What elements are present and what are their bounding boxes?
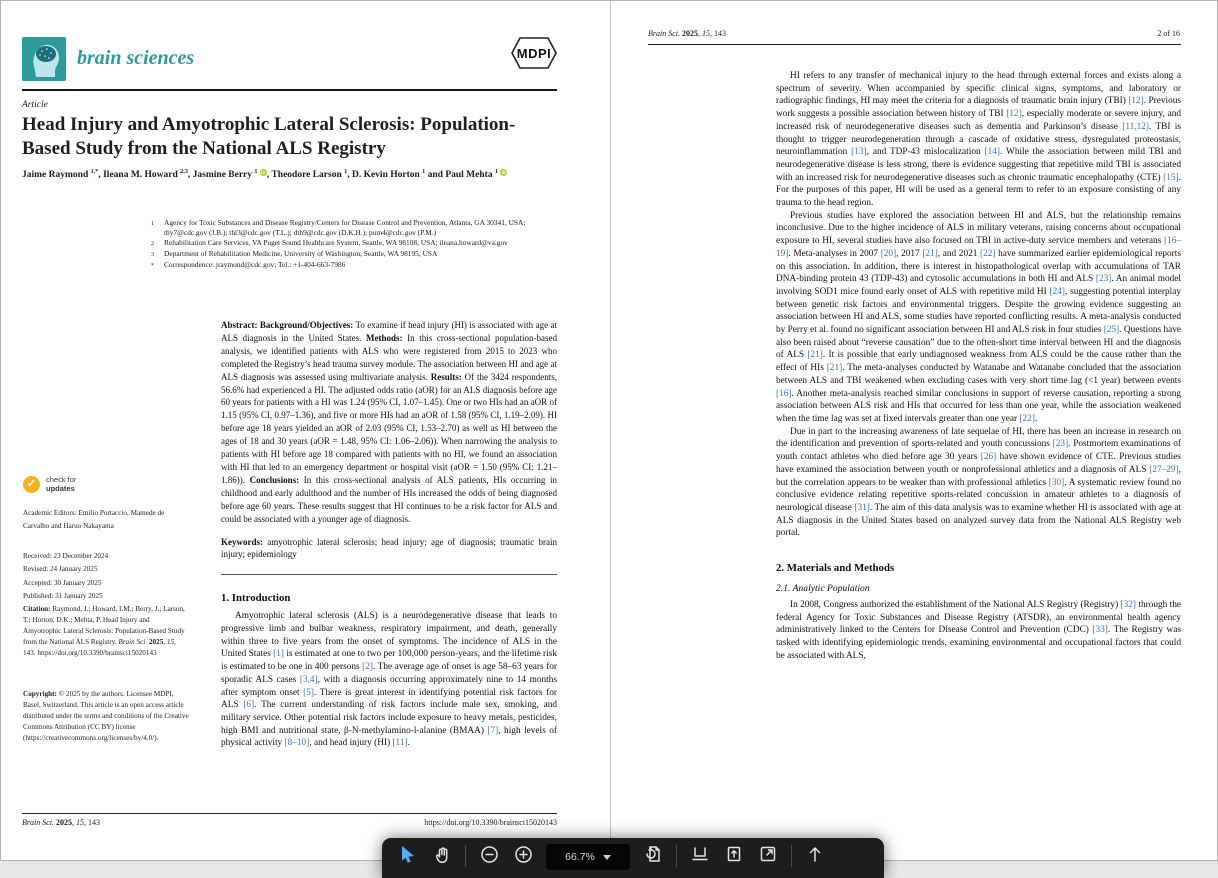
citation-ref[interactable]: [5]	[303, 687, 315, 698]
page1-main-column	[221, 319, 557, 759]
check-for-updates-label: check for updates	[46, 475, 77, 493]
citation-ref[interactable]: [12]	[1006, 109, 1022, 120]
citation-ref[interactable]: [23]	[1095, 274, 1112, 285]
subsection-heading-analytic-population: 2.1. Analytic Population	[776, 583, 870, 595]
running-head-journal: Brain Sci. 2025, 15, 143	[648, 29, 726, 38]
accepted-date: Accepted: 30 January 2025	[23, 578, 102, 587]
body-paragraph: Previous studies have explored the association between HI and ALS, but the relationship remains inconclusive. Due to the higher incidence of ALS in military veterans, raising concerns about occupational exposure to HI, several studies have also focused on TBI in active-duty service members and veterans [16–19]. Meta-analyses in 2007 [20], 2017 [21], and 2021 [22] have summarized earlier epidemiological reports on this association. In addition, there is interest in histopathological overlap with accumulations of TAR DNA-binding protein 43 (TDP-43) and cytosolic accumulations in both HI and ALS [23]. An animal model involving SOD1 mice found early onset of ALS with repetitive mild HI [24], suggesting potential interplay between genetic risk factors and environmental triggers. Despite the growing evidence suggesting an association between HI and ALS, some studies have reported conflicting results. A meta-analysis conducted by Perry et al. found no significant association between HI and ALS risk in four studies [25]. Questions have also been raised about “reverse causation” due to the often-short time interval between HI and the diagnosis of ALS [21]. It is possible that early undiagnosed weakness from ALS could be the cause rather than the effect of HIs [21]. The meta-analyses conducted by Watanabe and Watanabe concluded that the association between ALS and TBI weakened when excluding cases with very short time lag (<1 year) between events [16]. Another meta-analysis reached similar conclusions in support of reverse causation, reporting a strong association between ALS risk and HIs that occurred for less than one year, while the association weakened when the time lag was set at fixed intervals greater than one year [22].	[776, 210, 1181, 424]
citation-ref[interactable]: [2]	[362, 662, 374, 673]
page-number: 2 of 16	[1157, 29, 1180, 38]
citation-ref[interactable]: [11]	[392, 738, 408, 749]
select-tool-button[interactable]	[397, 845, 419, 865]
citation-ref[interactable]: [11,12]	[1122, 121, 1149, 132]
paper-title: Head Injury and Amyotrophic Lateral Sclerosis: Population-Based Study from the National ALS Registry	[22, 114, 516, 159]
toolbar-divider	[791, 845, 792, 867]
section-heading-introduction: 1. Introduction	[221, 592, 291, 605]
citation-ref[interactable]: [14]	[984, 147, 1001, 158]
open-in-new-window-button[interactable]	[757, 845, 779, 865]
orcid-icon: iD	[261, 170, 266, 175]
published-date: Published: 31 January 2025	[23, 591, 103, 600]
citation-ref[interactable]: [26]	[980, 452, 997, 463]
hand-tool-button[interactable]	[431, 845, 453, 865]
check-for-updates-badge[interactable]	[23, 476, 76, 493]
citation-ref[interactable]: [16–19]	[776, 236, 1181, 259]
chevron-down-icon	[603, 855, 611, 860]
citation-block: Citation: Raymond, J.; Howard, I.M.; Berry, J.; Larson, T.; Horton, D.K.; Mehta, P. Head Injury and Amyotrophic Lateral Sclerosis: Population-Based Study from the National ALS Registry. Brain Sci. 2025, 15, 143. https://doi.org/10.3390/brainsci15020143	[23, 605, 185, 657]
affiliations-block	[151, 218, 561, 271]
citation-ref[interactable]: [12]	[1128, 96, 1144, 107]
citation-ref[interactable]: [6]	[243, 700, 255, 711]
scroll-to-top-button[interactable]	[804, 845, 826, 865]
check-icon: ✓	[23, 476, 40, 493]
copyright-block: Copyright: © 2025 by the authors. Licensee MDPI, Basel, Switzerland. This article is an open access article distributed under the terms and conditions of the Creative Commons Attribution (CC BY) license (https://creativecommons.org/licenses/by/4.0/).	[23, 690, 189, 742]
section-heading-materials-methods: 2. Materials and Methods	[776, 562, 895, 575]
page-2	[611, 1, 1217, 860]
citation-ref[interactable]: [33]	[1092, 625, 1108, 636]
citation-ref[interactable]: [32]	[1120, 600, 1137, 611]
zoom-level-value: 66.7%	[565, 851, 595, 863]
citation-ref[interactable]: [22]	[980, 248, 996, 259]
keywords-rule	[221, 574, 557, 575]
academic-editors: Academic Editors: Emilio Portaccio, Mamede de Carvalho and Haruo Nakayama	[23, 509, 165, 530]
running-head-rule	[648, 44, 1181, 45]
svg-text:MDPI: MDPI	[516, 46, 552, 61]
citation-ref[interactable]: [25]	[1103, 325, 1120, 336]
mdpi-logo-icon	[509, 35, 559, 76]
introduction-paragraph: Amyotrophic lateral sclerosis (ALS) is a neurodegenerative disease that leads to progressive limb and bulbar weakness, respiratory impairment, and death, generally within three to five years from the onset of symptoms. The incidence of ALS in the United States [1] is estimated at one to two per 100,000 person-years, and the lifetime risk is estimated to be one in 400 persons [2]. The average age of onset is age 58–63 years for sporadic ALS cases [3,4], with a diagnosis occurring approximately nine to 14 months after symptom onset [5]. There is great interest in identifying potential risk factors for ALS [6]. The current understanding of risk factors include male sex, smoking, and military service. Other potential risk factors include exposure to heavy metals, pesticides, high BMI and nutritional state, β-N-methylamino-l-alanine (BMAA) [7], high levels of physical activity [8–10], and head injury (HI) [11].	[221, 611, 557, 749]
citation-ref[interactable]: [23]	[1052, 439, 1069, 450]
pdf-toolbar	[382, 838, 884, 878]
affiliation-3: 3 Department of Rehabilitation Medicine, University of Washington, Seattle, WA 98195, USA	[151, 249, 438, 258]
abstract: Abstract: Background/Objectives: To examine if head injury (HI) is associated with age at ALS diagnosis in the United States. Methods: In this cross-sectional population-based analysis, we identified patients with ALS who were registered from 2015 to 2023 who completed the Registry’s head trauma survey module. The association between HI and age at ALS diagnosis was assessed using multivariate analysis. Results: Of the 3424 respondents, 56.6% had experienced a HI. The adjusted odds ratio (aOR) for an ALS diagnosis before age 60 years for patients with a HI was 1.24 (95% CI, 1.07–1.45). One or two HIs had an aOR of 1.15 (95% CI, 0.97–1.36), and five or more HIs had an aOR of 1.58 (95% CI, 1.19–2.09). HI before age 18 years yielded an aOR of 2.03 (95% CI, 1.53–2.70) as well as HI between the ages of 18 and 30 years (aOR = 1.48, 95% CI: 1.06–2.06)). When narrowing the analysis to patients with HI before age 18 compared with patients with no HI, we found an association with HI that led to an emergency department or hospital visit (aOR = 1.50 (95% CI: 1.21–1.86)). Conclusions: In this cross-sectional analysis of ALS patients, HIs occurring in childhood and early adulthood and the number of HIs increased the odds of being diagnosed before age 60 years. These results suggest that HI continues to be a risk factor for ALS and could be associated with a younger age of diagnosis.	[221, 320, 558, 524]
footer-journal-ref: Brain Sci. 2025, 15, 143	[22, 818, 100, 827]
citation-ref[interactable]: [21]	[922, 248, 938, 259]
journal-name: brain sciences	[77, 47, 195, 69]
citation-ref[interactable]: [31]	[854, 502, 870, 513]
citation-ref[interactable]: [16]	[776, 388, 792, 399]
citation-ref[interactable]: [15]	[1163, 172, 1179, 183]
received-date: Received: 23 December 2024	[23, 552, 109, 560]
page-1	[1, 1, 610, 860]
citation-ref[interactable]: [21]	[826, 363, 843, 374]
citation-ref[interactable]: [3,4]	[299, 674, 318, 685]
authors-line: Jaime Raymond $^{1,*}$, Ileana M. Howard $^{2,3}$, Jasmine Berry $^1$ iD, Theodore Larson $^1$, D. Kevin Horton $^1$ and Paul Mehta $^1$ iD	[22, 168, 507, 180]
citation-ref[interactable]: [13]	[851, 147, 867, 158]
page2-main-column	[776, 70, 1181, 663]
rotate-pages-button[interactable]	[642, 845, 664, 865]
correspondence-line: * Correspondence: jraymond@cdc.gov; Tel.: +1-404-663-7986	[151, 260, 346, 269]
brain-sciences-logo-icon	[22, 37, 66, 81]
toolbar-divider	[465, 845, 466, 867]
citation-ref[interactable]: [1]	[273, 649, 285, 660]
orcid-icon: iD	[501, 170, 507, 175]
zoom-in-button[interactable]	[512, 845, 534, 865]
article-type-label: Article	[22, 100, 48, 110]
export-page-button[interactable]	[723, 845, 745, 865]
citation-ref[interactable]: [21]	[807, 350, 823, 361]
citation-ref[interactable]: [27–29]	[1149, 464, 1179, 475]
article-history	[23, 550, 189, 603]
body-paragraph: HI refers to any transfer of mechanical injury to the head through external forces and exists along a spectrum of severity. When accompanied by specific clinical signs, symptoms, and laboratory or radiographic findings, HI may meet the criteria for a diagnosis of traumatic brain injury (TBI) [12]. Previous work suggests a possible association between history of TBI [12], especially moderate or severe injury, and increased risk of neurodegenerative diseases such as dementia and Parkinson’s disease [11,12]. TBI is thought to trigger neurodegeneration through a cascade of oxidative stress, dysregulated proteostasis, neuroinflammation [13], and TDP-43 mislocalization [14]. While the association between mild TBI and neurodegenerative disease is less strong, there is evidence suggesting that repetitive mild TBI is associated with an increased risk for neurodegenerative diseases such as chronic traumatic encephalopathy (CTE) [15]. For the purposes of this paper, HI will be used as a general term to refer to an exposure consisting of any trauma to the head region.	[776, 71, 1182, 209]
citation-ref[interactable]: [24]	[1049, 286, 1065, 297]
header-rule	[22, 89, 557, 91]
revised-date: Revised: 24 January 2025	[23, 565, 98, 574]
footer-rule	[22, 813, 557, 814]
citation-ref[interactable]: [20]	[880, 248, 897, 259]
footer-doi-link[interactable]: https://doi.org/10.3390/brainsci15020143	[424, 818, 557, 827]
body-paragraph: Due in part to the increasing awareness of late sequelae of HI, there has been an increase in research on the identification and prevention of sports-related and youth concussions [23]. Postmortem examinations of youth contact athletes who died before age 30 years [26] have shown evidence of CTE. Previous studies have examined the association between youth or nonprofessional athletics and a diagnosis of ALS [27–29], but the correlation appears to be weaker than with professional athletics [30]. A systematic review found no conclusive evidence relating repetitive sports-related concussion in amateur athletes to a diagnosis of neurological disease [31]. The aim of this data analysis was to examine whether HI is associated with age at ALS diagnosis in the United States based on analyzed survey data from the National ALS Registry web portal.	[776, 426, 1181, 539]
toolbar-divider	[676, 845, 677, 867]
citation-ref[interactable]: [7]	[487, 725, 499, 736]
citation-ref[interactable]: [8–10]	[284, 738, 310, 749]
save-button[interactable]	[689, 845, 711, 865]
citation-ref[interactable]: [22]	[1019, 413, 1035, 424]
zoom-level-dropdown[interactable]	[546, 844, 630, 870]
body-paragraph: In 2008, Congress authorized the establishment of the National ALS Registry (Registry) [32] through the federal Agency for Toxic Substances and Disease Registry (ATSDR), an environmental health agency administratively linked to the Centers for Disease Control and Prevention (CDC) [33]. The Registry was tasked with identifying epidemiologic trends, examining environmental and occupational factors that could be associated with ALS,	[776, 600, 1182, 661]
keywords: Keywords: amyotrophic lateral sclerosis; head injury; age of diagnosis; traumatic brain injury; epidemiology	[221, 536, 557, 560]
affiliation-2: 2 Rehabilitation Care Services, VA Puget Sound Healthcare System, Seattle, WA 98108, USA; ileana.howard@va.gov	[151, 238, 508, 247]
zoom-out-button[interactable]	[478, 845, 500, 865]
citation-ref[interactable]: [30]	[1048, 477, 1065, 488]
affiliation-1: 1 Agency for Toxic Substances and Disease Registry/Centers for Disease Control and Prevention, Atlanta, GA 30341, USA; thy7@cdc.gov (J.B.); thl3@cdc.gov (T.L.); dth9@cdc.gov (D.K.H.); pum4@cdc.gov (P.M.)	[151, 218, 526, 237]
